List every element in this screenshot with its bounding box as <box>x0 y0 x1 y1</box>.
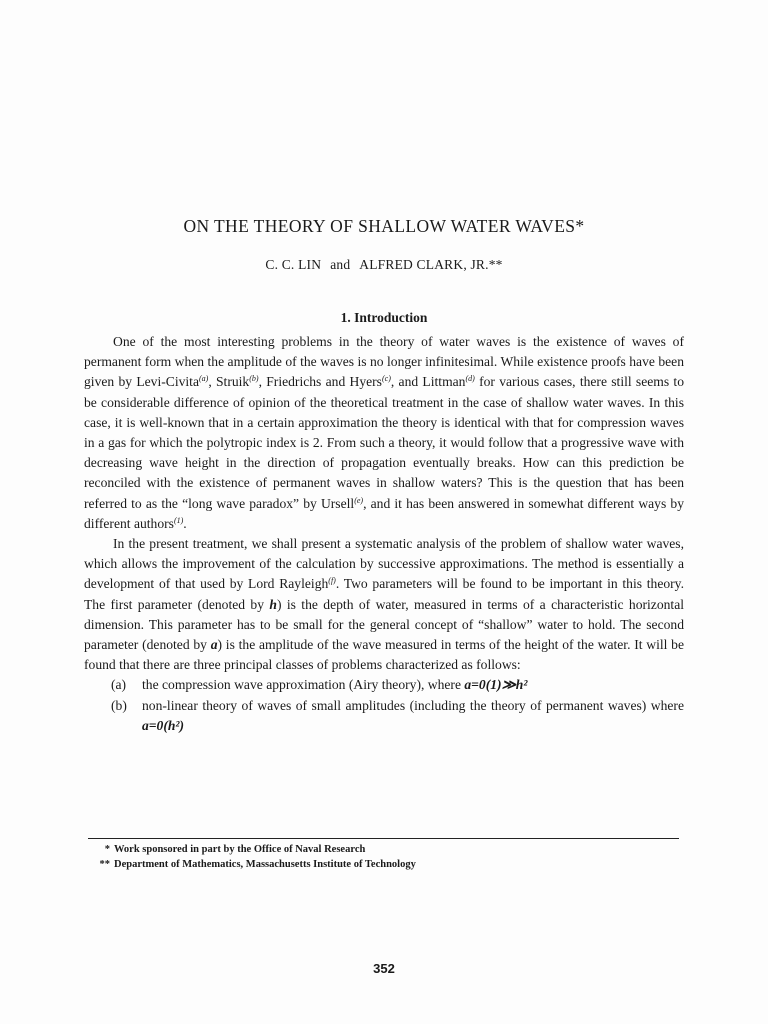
footnote-1 <box>92 843 682 858</box>
list-item-b-text: non-linear theory of waves of small amplitudes (including the theory of permanent waves) where <box>142 697 684 713</box>
citation-c: (c) <box>381 374 391 384</box>
paragraph-1-text-4: , and Littman <box>390 374 466 390</box>
paper-title: ON THE THEORY OF SHALLOW WATER WAVES* <box>183 216 585 236</box>
list-marker-a: (a) <box>111 677 127 693</box>
list-item-a-text: the compression wave approximation (Airy theory), where <box>142 677 465 693</box>
list-item-b <box>84 696 684 736</box>
paragraph-2-text-2: . Two parameters will be found to be important in this theory. The first parameter (denoted by <box>84 576 684 612</box>
citation-b: (b) <box>249 374 259 384</box>
author-clark: ALFRED CLARK, JR.** <box>359 257 503 272</box>
author-conjunction: and <box>330 257 351 272</box>
citation-d: (d) <box>465 374 475 384</box>
paragraph-1-text-6: , and it has been answered in somewhat different ways by different authors <box>84 495 684 531</box>
paragraph-1-text-7: . <box>183 515 187 531</box>
paragraph-1-text-3: , Friedrichs and Hyers <box>258 374 382 390</box>
paragraph-2-text-3: ) is the depth of water, measured in terms of a characteristic horizontal dimension. This parameter has to be small for the general concept of “shallow” water to hold. The second parameter (denoted by <box>84 596 685 653</box>
list-item-b-math: a=0(h²) <box>142 717 185 733</box>
list-marker-b: (b) <box>111 697 127 713</box>
footnote-divider <box>88 838 679 839</box>
citation-f: (f) <box>328 576 336 586</box>
paragraph-2-text-1: In the present treatment, we shall present a systematic analysis of the problem of shallow water waves, which allows the improvement of the calculation by successive approximations. The method is essentially a development of that used by Lord Rayleigh <box>84 536 684 592</box>
paragraph-1-text-1: One of the most interesting problems in the theory of water waves is the existence of waves of permanent form when the amplitude of the waves is no longer infinitesimal. While existence proofs have been given by Levi-Civita <box>84 334 684 390</box>
list-item-a-math: a=0(1)≫h² <box>464 677 528 693</box>
page-number: 352 <box>373 961 395 976</box>
list-item-a <box>84 675 684 695</box>
footnote-1-text: Work sponsored in part by the Office of Naval Research <box>114 844 366 855</box>
paragraph-1-text-2: , Struik <box>208 374 250 390</box>
footnote-2 <box>92 858 682 873</box>
symbol-a: a <box>210 637 218 653</box>
footnote-2-text: Department of Mathematics, Massachusetts Institute of Technology <box>114 858 416 870</box>
citation-1: (1) <box>173 515 184 525</box>
paragraph-1 <box>84 332 684 534</box>
body-text <box>84 332 684 736</box>
symbol-h: h <box>269 596 277 612</box>
paragraph-2 <box>84 534 684 675</box>
section-heading-introduction: 1. Introduction <box>340 310 428 325</box>
author-line <box>0 257 768 273</box>
footnotes <box>92 843 682 872</box>
footnote-1-mark: * <box>104 844 110 855</box>
citation-a: (a) <box>199 374 209 384</box>
paragraph-2-text-4: ) is the amplitude of the wave measured in terms of the height of the water. It will be found that there are three principal classes of problems characterized as follows: <box>84 637 684 673</box>
footnote-2-mark: ** <box>99 858 110 870</box>
citation-e: (e) <box>354 495 364 505</box>
author-lin: C. C. LIN <box>265 257 322 272</box>
paragraph-1-text-5: for various cases, there still seems to be considerable difference of opinion of the theoretical treatment in the case of shallow water waves. In this case, it is well-known that in a certain approximation the theory is identical with that for compression waves in a gas for which the polytropic index is 2. From such a theory, it would follow that a progressive wave with decreasing wave height in the direction of propagation eventually breaks. How can this prediction be reconciled with the existence of permanent waves in shallow waters? This is the question that has been referred to as the “long wave paradox” by Ursell <box>84 374 684 511</box>
